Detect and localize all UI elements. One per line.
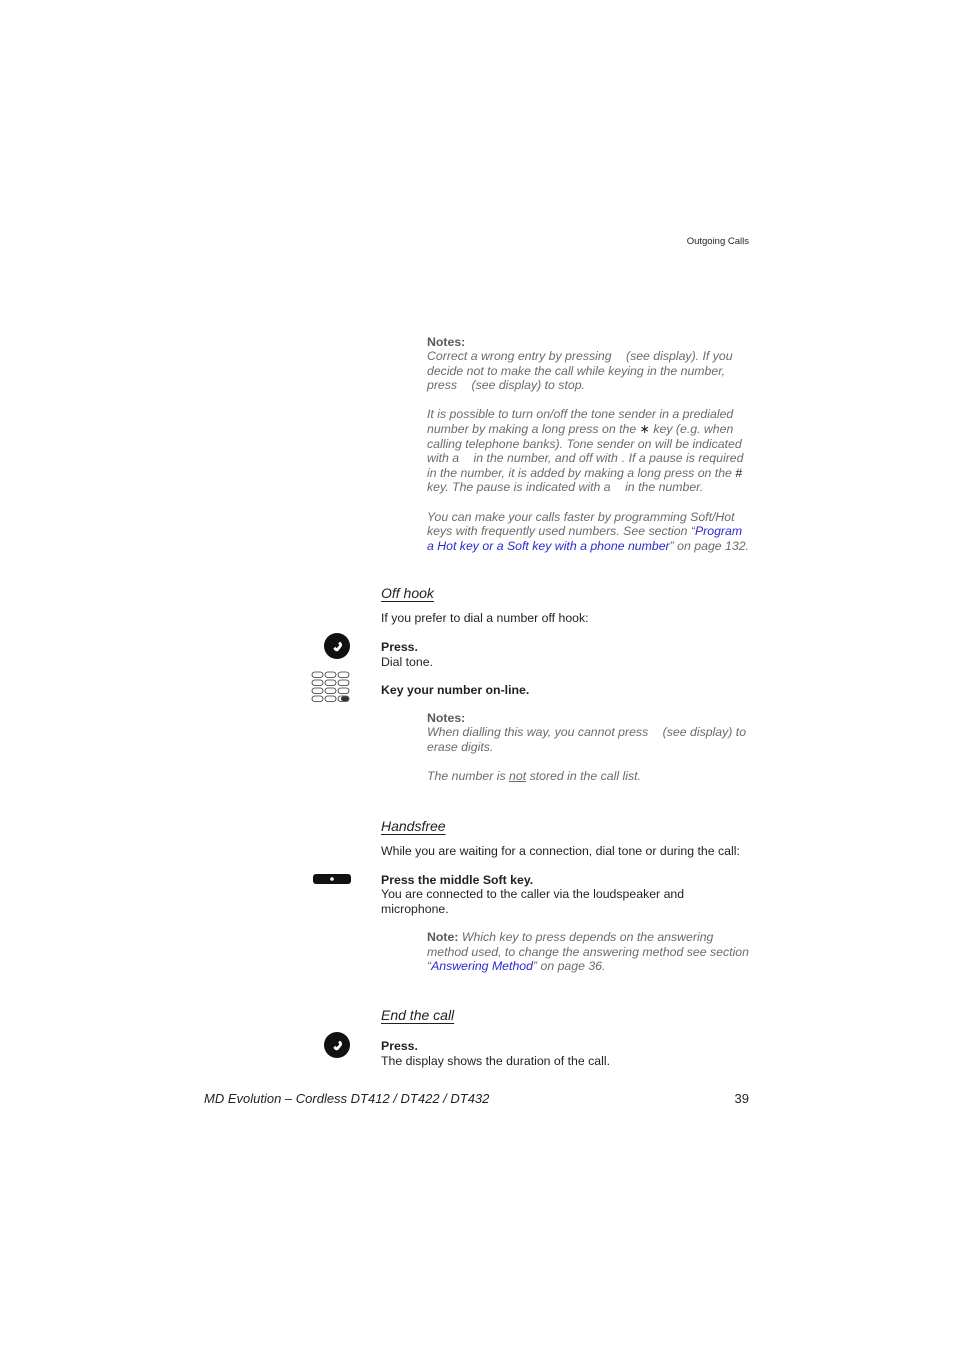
note-text-segment: key (e.g. when calling telephone banks). Tone sender on will be indicated with a <box>427 421 742 466</box>
handsfree-intro: While you are waiting for a connection, dial tone or during the call: <box>381 844 740 858</box>
notes-intro <box>427 335 752 553</box>
emphasis-not: not <box>509 768 527 783</box>
end-call-press: Press. <box>381 1039 418 1053</box>
answering-method-link[interactable]: Answering Method <box>431 959 533 974</box>
call-duration-text: The display shows the duration of the call. <box>381 1054 610 1068</box>
phone-key-icon <box>323 1031 351 1059</box>
soft-key-icon <box>313 874 351 884</box>
off-hook-notes <box>427 711 752 783</box>
keypad-icon <box>311 671 351 705</box>
off-hook-notes-text <box>427 725 752 783</box>
note-paragraph <box>427 769 752 784</box>
notes-label: Notes: <box>427 335 466 349</box>
end-call-title: End the call <box>381 1007 455 1023</box>
note-text-segment: stored in the call list. <box>529 768 641 783</box>
note-paragraph <box>427 510 752 554</box>
note-text-segment: It is possible to turn on/off the tone sender in a predialed number by making a long press on the <box>427 407 734 436</box>
program-hot-key-link[interactable]: Program a Hot key or a Soft key with a phone number <box>427 524 743 553</box>
note-text-segment: Correct a wrong entry by pressing <box>427 349 612 363</box>
note-paragraph <box>427 407 752 495</box>
off-hook-press: Press. <box>381 640 418 654</box>
running-header: Outgoing Calls <box>686 236 749 247</box>
note-paragraph <box>427 725 752 754</box>
star-key-glyph: ∗ <box>639 421 650 436</box>
page-number: 39 <box>734 1091 749 1106</box>
handsfree-description: You are connected to the caller via the loudspeaker and microphone. <box>381 887 685 916</box>
phone-key-icon <box>323 632 351 660</box>
note-text-segment: (see display) to erase digits. <box>427 725 747 754</box>
note-text-segment: The number is <box>427 768 506 783</box>
handsfree-note <box>427 930 752 974</box>
note-text-segment: key. The pause is indicated with a <box>427 480 611 495</box>
notes-label: Notes: <box>427 711 466 725</box>
manual-title: MD Evolution – Cordless DT412 / DT422 / DT432 <box>204 1091 490 1106</box>
dial-tone-text: Dial tone. <box>381 655 433 669</box>
press-middle-soft-key: Press the middle Soft key. <box>381 873 534 887</box>
handsfree-title: Handsfree <box>381 818 446 834</box>
off-hook-intro: If you prefer to dial a number off hook: <box>381 611 589 625</box>
note-text-segment: You can make your calls faster by programming Soft/Hot keys with frequently used numbers. See section “ <box>427 509 735 539</box>
key-number-instruction: Key your number on-line. <box>381 683 530 697</box>
note-text-segment: in the number. <box>625 480 704 495</box>
note-text-segment: (see display) to stop. <box>471 378 585 393</box>
hash-key-glyph: # <box>735 465 743 480</box>
notes-intro-text <box>427 349 752 553</box>
off-hook-title: Off hook <box>381 585 434 601</box>
note-text-segment: When dialling this way, you cannot press <box>427 725 649 739</box>
note-label: Note: <box>427 930 459 944</box>
note-text-segment: Which key to press depends on the answering method used, to change the answering method see section “ <box>427 930 749 974</box>
note-text-segment: (see display). If you decide not to make the call while keying in the number, press <box>427 349 733 393</box>
note-paragraph <box>427 349 752 393</box>
note-text-segment: ” on page 36. <box>532 959 606 974</box>
note-text-segment: in the number, and off with <box>473 451 618 466</box>
note-text-segment: . If a pause is required in the number, it is added by making a long press on the <box>427 451 744 480</box>
note-text-segment: ” on page 132. <box>669 538 749 553</box>
